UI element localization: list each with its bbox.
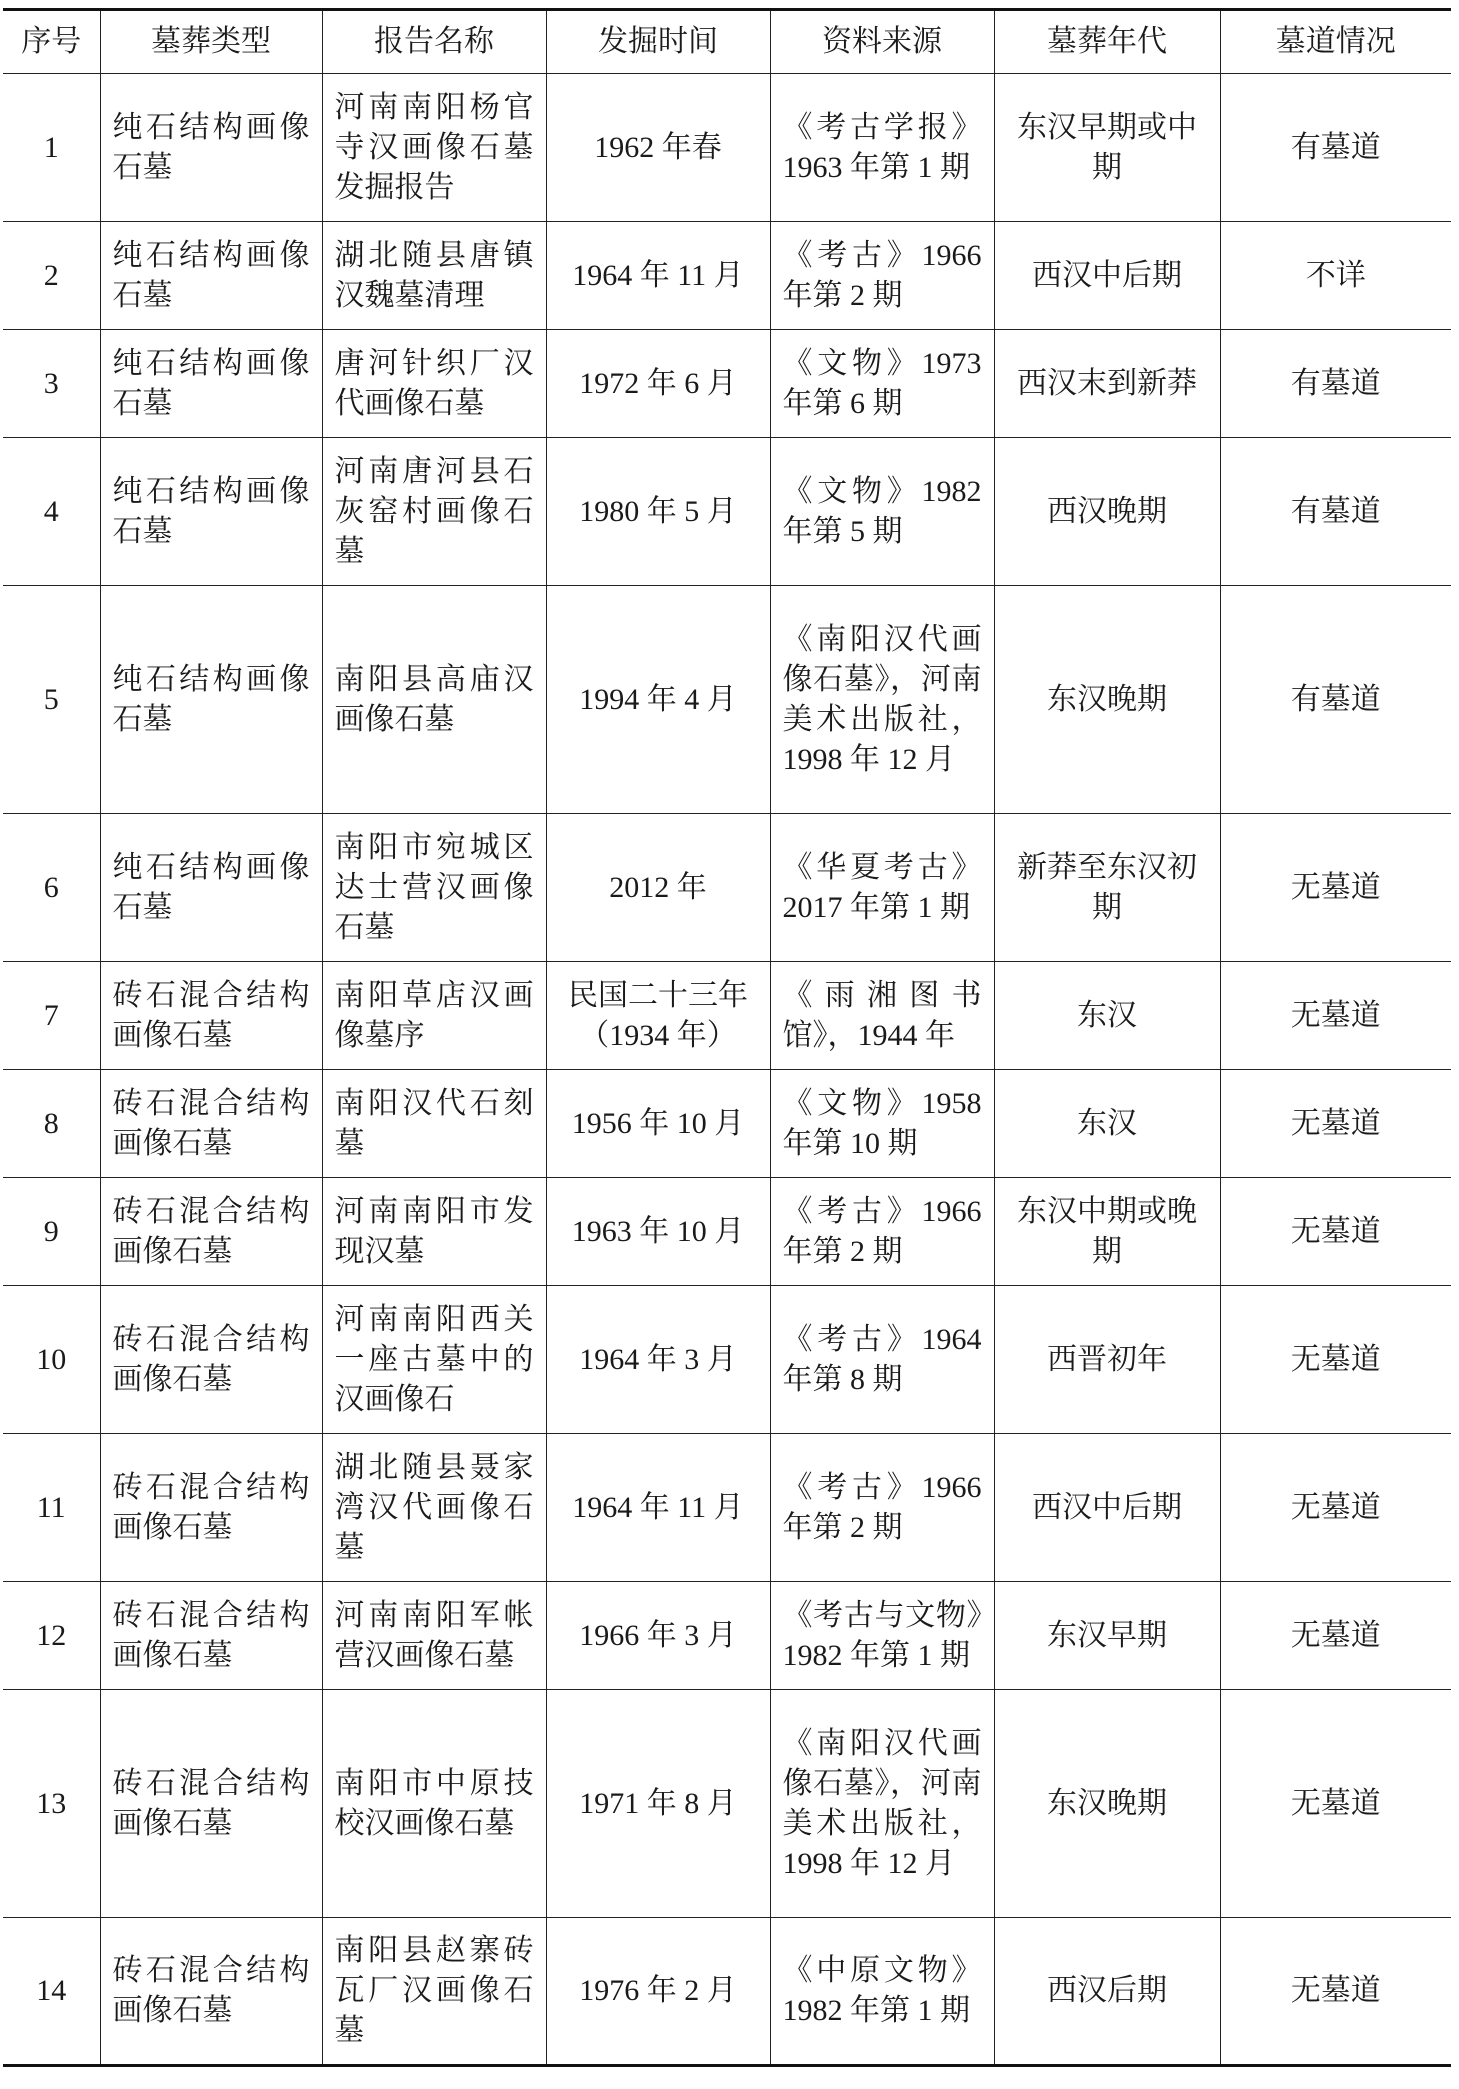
cell-excavation-date: 1971 年 8 月 <box>546 1690 770 1918</box>
cell-report-name: 南阳县高庙汉画像石墓 <box>322 586 546 814</box>
cell-tomb-type: 砖石混合结构画像石墓 <box>100 1582 322 1690</box>
cell-excavation-date: 1964 年 11 月 <box>546 1434 770 1582</box>
cell-passage: 不详 <box>1220 222 1451 330</box>
table-row <box>3 330 1451 438</box>
tomb-table <box>3 8 1451 2067</box>
cell-tomb-period: 西晋初年 <box>994 1286 1220 1434</box>
cell-report-name: 唐河针织厂汉代画像石墓 <box>322 330 546 438</box>
cell-tomb-period: 西汉中后期 <box>994 222 1220 330</box>
col-header-index: 序号 <box>3 10 100 74</box>
col-header-report-name: 报告名称 <box>322 10 546 74</box>
cell-tomb-period: 西汉末到新莽 <box>994 330 1220 438</box>
cell-index: 5 <box>3 586 100 814</box>
col-header-tomb-type: 墓葬类型 <box>100 10 322 74</box>
cell-source: 《考古与文物》1982 年第 1 期 <box>770 1582 994 1690</box>
cell-tomb-type: 砖石混合结构画像石墓 <box>100 962 322 1070</box>
cell-source: 《考古》1966 年第 2 期 <box>770 222 994 330</box>
cell-tomb-period: 西汉晚期 <box>994 438 1220 586</box>
cell-passage: 有墓道 <box>1220 438 1451 586</box>
cell-source: 《考古》1966 年第 2 期 <box>770 1178 994 1286</box>
cell-source: 《雨湘图书馆》，1944 年 <box>770 962 994 1070</box>
cell-tomb-period: 东汉早期 <box>994 1582 1220 1690</box>
cell-report-name: 河南唐河县石灰窑村画像石墓 <box>322 438 546 586</box>
cell-source: 《南阳汉代画像石墓》，河南美术出版社，1998 年 12 月 <box>770 586 994 814</box>
cell-index: 13 <box>3 1690 100 1918</box>
cell-source: 《考古》1964 年第 8 期 <box>770 1286 994 1434</box>
cell-report-name: 河南南阳杨官寺汉画像石墓发掘报告 <box>322 74 546 222</box>
cell-index: 6 <box>3 814 100 962</box>
cell-passage: 无墓道 <box>1220 1286 1451 1434</box>
table-row <box>3 74 1451 222</box>
cell-source: 《南阳汉代画像石墓》，河南美术出版社，1998 年 12 月 <box>770 1690 994 1918</box>
cell-index: 7 <box>3 962 100 1070</box>
col-header-tomb-period: 墓葬年代 <box>994 10 1220 74</box>
cell-passage: 无墓道 <box>1220 1178 1451 1286</box>
cell-excavation-date: 1966 年 3 月 <box>546 1582 770 1690</box>
cell-report-name: 湖北随县聂家湾汉代画像石墓 <box>322 1434 546 1582</box>
cell-index: 1 <box>3 74 100 222</box>
table-row <box>3 1434 1451 1582</box>
cell-passage: 无墓道 <box>1220 962 1451 1070</box>
cell-source: 《考古学报》1963 年第 1 期 <box>770 74 994 222</box>
cell-excavation-date: 1963 年 10 月 <box>546 1178 770 1286</box>
cell-tomb-type: 纯石结构画像石墓 <box>100 74 322 222</box>
cell-excavation-date: 1976 年 2 月 <box>546 1918 770 2066</box>
cell-source: 《文物》1982 年第 5 期 <box>770 438 994 586</box>
cell-excavation-date: 1956 年 10 月 <box>546 1070 770 1178</box>
cell-excavation-date: 1994 年 4 月 <box>546 586 770 814</box>
table-row <box>3 586 1451 814</box>
cell-report-name: 湖北随县唐镇汉魏墓清理 <box>322 222 546 330</box>
cell-source: 《中原文物》1982 年第 1 期 <box>770 1918 994 2066</box>
cell-source: 《文物》1973 年第 6 期 <box>770 330 994 438</box>
cell-tomb-type: 砖石混合结构画像石墓 <box>100 1918 322 2066</box>
col-header-passage: 墓道情况 <box>1220 10 1451 74</box>
cell-passage: 无墓道 <box>1220 1070 1451 1178</box>
cell-tomb-period: 东汉 <box>994 962 1220 1070</box>
table-row <box>3 1582 1451 1690</box>
cell-index: 10 <box>3 1286 100 1434</box>
table-row <box>3 814 1451 962</box>
cell-index: 8 <box>3 1070 100 1178</box>
cell-index: 9 <box>3 1178 100 1286</box>
cell-tomb-period: 东汉早期或中期 <box>994 74 1220 222</box>
table-row <box>3 438 1451 586</box>
cell-report-name: 河南南阳军帐营汉画像石墓 <box>322 1582 546 1690</box>
cell-passage: 无墓道 <box>1220 1690 1451 1918</box>
table-row <box>3 962 1451 1070</box>
cell-passage: 有墓道 <box>1220 330 1451 438</box>
table-row <box>3 1690 1451 1918</box>
cell-tomb-type: 纯石结构画像石墓 <box>100 222 322 330</box>
table-row <box>3 222 1451 330</box>
cell-tomb-period: 东汉晚期 <box>994 586 1220 814</box>
cell-index: 14 <box>3 1918 100 2066</box>
table-row <box>3 1178 1451 1286</box>
cell-index: 2 <box>3 222 100 330</box>
cell-excavation-date: 1972 年 6 月 <box>546 330 770 438</box>
cell-passage: 无墓道 <box>1220 1918 1451 2066</box>
cell-report-name: 南阳草店汉画像墓序 <box>322 962 546 1070</box>
cell-report-name: 南阳汉代石刻墓 <box>322 1070 546 1178</box>
table-row <box>3 1286 1451 1434</box>
cell-report-name: 南阳县赵寨砖瓦厂汉画像石墓 <box>322 1918 546 2066</box>
cell-excavation-date: 1980 年 5 月 <box>546 438 770 586</box>
cell-tomb-type: 砖石混合结构画像石墓 <box>100 1286 322 1434</box>
cell-passage: 有墓道 <box>1220 74 1451 222</box>
cell-tomb-period: 东汉晚期 <box>994 1690 1220 1918</box>
cell-tomb-type: 砖石混合结构画像石墓 <box>100 1690 322 1918</box>
cell-tomb-type: 纯石结构画像石墓 <box>100 438 322 586</box>
cell-tomb-period: 西汉中后期 <box>994 1434 1220 1582</box>
cell-passage: 有墓道 <box>1220 586 1451 814</box>
cell-tomb-type: 纯石结构画像石墓 <box>100 330 322 438</box>
cell-tomb-type: 砖石混合结构画像石墓 <box>100 1070 322 1178</box>
header-row <box>3 10 1451 74</box>
cell-source: 《考古》1966 年第 2 期 <box>770 1434 994 1582</box>
cell-excavation-date: 民国二十三年（1934 年） <box>546 962 770 1070</box>
cell-report-name: 南阳市中原技校汉画像石墓 <box>322 1690 546 1918</box>
cell-passage: 无墓道 <box>1220 1582 1451 1690</box>
cell-tomb-type: 砖石混合结构画像石墓 <box>100 1178 322 1286</box>
cell-tomb-period: 西汉后期 <box>994 1918 1220 2066</box>
table-row <box>3 1918 1451 2066</box>
cell-excavation-date: 1962 年春 <box>546 74 770 222</box>
cell-report-name: 南阳市宛城区达士营汉画像石墓 <box>322 814 546 962</box>
cell-source: 《华夏考古》2017 年第 1 期 <box>770 814 994 962</box>
cell-passage: 无墓道 <box>1220 1434 1451 1582</box>
cell-index: 3 <box>3 330 100 438</box>
cell-tomb-period: 东汉中期或晚期 <box>994 1178 1220 1286</box>
cell-tomb-type: 纯石结构画像石墓 <box>100 814 322 962</box>
cell-excavation-date: 2012 年 <box>546 814 770 962</box>
cell-source: 《文物》1958 年第 10 期 <box>770 1070 994 1178</box>
table-row <box>3 1070 1451 1178</box>
cell-tomb-type: 纯石结构画像石墓 <box>100 586 322 814</box>
cell-tomb-period: 东汉 <box>994 1070 1220 1178</box>
col-header-source: 资料来源 <box>770 10 994 74</box>
cell-excavation-date: 1964 年 3 月 <box>546 1286 770 1434</box>
cell-tomb-type: 砖石混合结构画像石墓 <box>100 1434 322 1582</box>
cell-report-name: 河南南阳市发现汉墓 <box>322 1178 546 1286</box>
cell-index: 11 <box>3 1434 100 1582</box>
col-header-excavation-date: 发掘时间 <box>546 10 770 74</box>
cell-report-name: 河南南阳西关一座古墓中的汉画像石 <box>322 1286 546 1434</box>
cell-tomb-period: 新莽至东汉初期 <box>994 814 1220 962</box>
cell-index: 4 <box>3 438 100 586</box>
cell-index: 12 <box>3 1582 100 1690</box>
cell-passage: 无墓道 <box>1220 814 1451 962</box>
cell-excavation-date: 1964 年 11 月 <box>546 222 770 330</box>
